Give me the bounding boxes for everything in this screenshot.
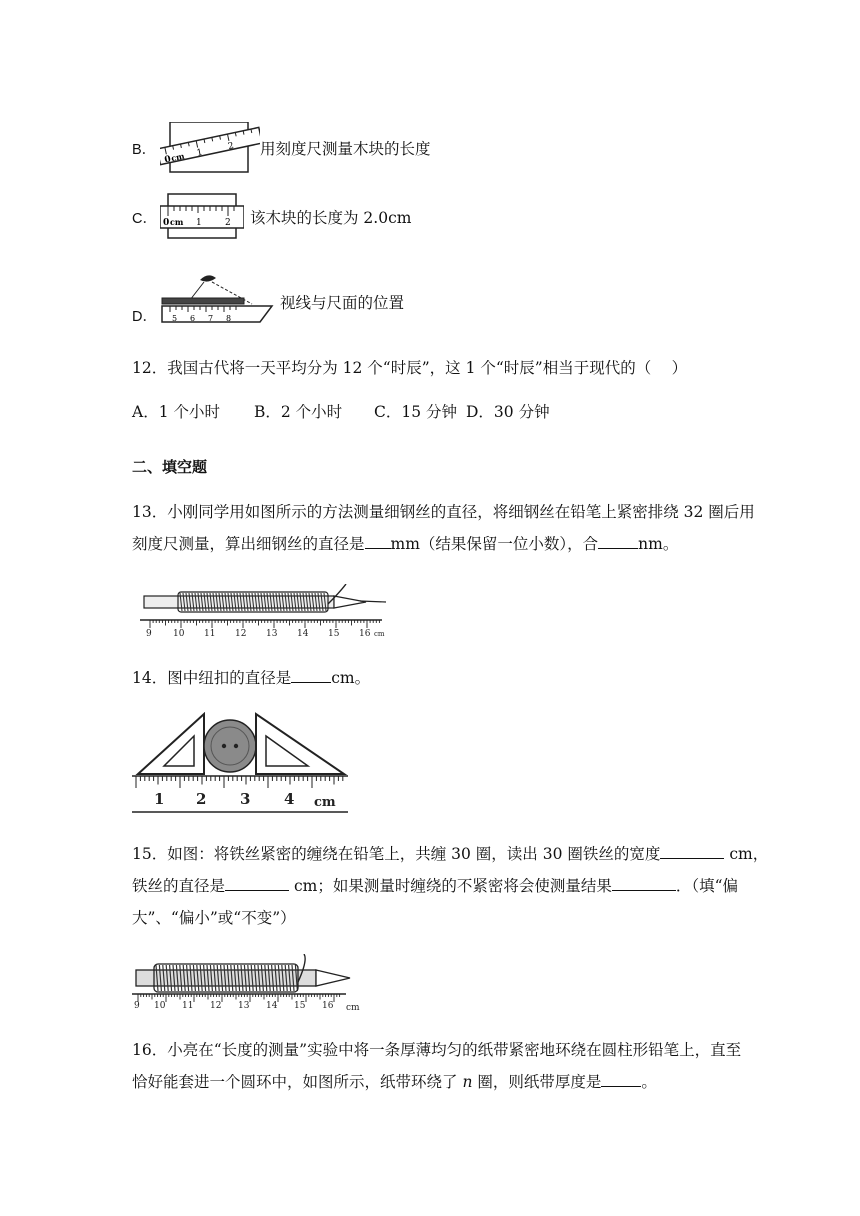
text-fragment: 铁丝的直径是: [132, 877, 226, 895]
question-16: [132, 1034, 822, 1098]
answer-blank[interactable]: [598, 534, 638, 549]
option-text: 该木块的长度为 2.0cm: [250, 209, 412, 227]
option-text: 视线与尺面的位置: [280, 294, 405, 312]
text-fragment: 14．图中纽扣的直径是: [132, 669, 292, 687]
button-diameter-figure: [132, 712, 348, 816]
tick-label: 1: [195, 147, 204, 159]
option-a: A．1 个小时: [132, 403, 220, 421]
tick-label: 4: [284, 790, 295, 808]
question-14: [132, 662, 822, 694]
answer-blank[interactable]: [601, 1072, 641, 1087]
question-15-line3: 大”、“偏小”或“不变”）: [132, 909, 296, 927]
tick-label: 9: [146, 629, 152, 639]
tick-label: 13: [238, 1001, 250, 1011]
tick-label: 14: [297, 629, 309, 639]
tick-label: 1: [154, 790, 165, 808]
question-12-stem: 12．我国古代将一天平均分为 12 个“时辰”，这 1 个“时辰”相当于现代的（ ）: [132, 359, 688, 377]
text-fragment: nm。: [638, 535, 679, 553]
option-d: D．30 分钟: [466, 403, 550, 421]
unit-label: cm: [374, 630, 385, 638]
tick-label: 7: [208, 314, 214, 323]
tick-label: 5: [172, 314, 178, 323]
tick-label: 11: [204, 629, 216, 639]
option-letter: B．: [132, 141, 157, 158]
tick-label: 2: [196, 790, 207, 808]
answer-blank[interactable]: [291, 668, 331, 683]
section-title: 二、填空题: [132, 459, 208, 476]
tick-label: 13: [266, 629, 278, 639]
text-fragment: 恰好能套进一个圆环中，如图所示，纸带环绕了: [132, 1073, 463, 1091]
tick-label: 3: [240, 790, 251, 808]
question-15-line2: [132, 870, 822, 902]
text-fragment: 15．如图：将铁丝紧密的缠绕在铅笔上，共缠 30 圈，读出 30 圈铁丝的宽度: [132, 845, 661, 863]
ruler-block-figure: [160, 192, 244, 242]
question-16-line1: 16．小亮在“长度的测量”实验中将一条厚薄均匀的纸带紧密地环绕在圆柱形铅笔上，直至: [132, 1041, 742, 1059]
tick-label: 11: [182, 1001, 194, 1011]
wire-coil-ruler-figure-15: [132, 954, 364, 1014]
unit-label: cm: [314, 795, 336, 810]
option-letter: D．: [132, 308, 157, 325]
text-fragment: cm，: [724, 845, 769, 863]
tick-label: 15: [294, 1001, 306, 1011]
tick-label: 16: [322, 1001, 334, 1011]
text-fragment: 刻度尺测量，算出细钢丝的直径是: [132, 535, 365, 553]
tick-label: 6: [190, 314, 196, 323]
option-c: [132, 192, 411, 242]
question-15: [132, 838, 822, 934]
tick-label: 2: [227, 141, 235, 153]
tick-label: 14: [266, 1001, 278, 1011]
tick-label: 0: [163, 154, 172, 166]
tick-label: 0: [163, 218, 170, 228]
question-13-line2: [132, 528, 822, 560]
option-b: B．2 个小时: [254, 403, 343, 421]
answer-blank[interactable]: [660, 844, 724, 859]
tick-label: 12: [210, 1001, 222, 1011]
tick-label: 9: [134, 1001, 140, 1011]
text-fragment: 圈，则纸带厚度是: [472, 1073, 602, 1091]
text-fragment: mm（结果保留一位小数），合: [390, 535, 599, 553]
text-fragment: 。: [641, 1073, 657, 1091]
option-d: [132, 270, 404, 330]
question-16-line2: [132, 1066, 822, 1098]
tick-label: 16: [359, 629, 371, 639]
question-12-options: [132, 400, 550, 422]
unit-label: cm: [346, 1003, 360, 1013]
option-c: C．15 分钟: [374, 403, 458, 421]
question-15-line1: [132, 838, 822, 870]
question-13-line1: 13．小刚同学用如图所示的方法测量细钢丝的直径，将细钢丝在铅笔上紧密排绕 32 圈后用: [132, 503, 755, 521]
tick-label: 2: [225, 218, 231, 228]
tick-label: 10: [154, 1001, 166, 1011]
variable-n: n: [462, 1073, 473, 1091]
option-text: 用刻度尺测量木块的长度: [260, 140, 431, 158]
answer-blank[interactable]: [225, 876, 289, 891]
text-fragment: cm；如果测量时缠绕的不紧密将会使测量结果: [289, 877, 612, 895]
answer-blank[interactable]: [365, 534, 391, 549]
tick-label: 12: [235, 629, 247, 639]
text-fragment: cm。: [331, 669, 371, 687]
sight-line-figure: [160, 270, 280, 330]
tick-label: 10: [173, 629, 185, 639]
option-b: [132, 122, 431, 174]
unit-label: cm: [170, 217, 184, 227]
text-fragment: ．（填“偏: [675, 877, 739, 895]
answer-blank[interactable]: [612, 876, 676, 891]
unit-label: cm: [170, 150, 186, 164]
tick-label: 1: [196, 218, 202, 228]
tick-label: 8: [226, 314, 232, 323]
wire-coil-ruler-figure-13: [140, 584, 396, 640]
ruler-tilted-figure: [160, 122, 260, 174]
tick-label: 15: [328, 629, 340, 639]
question-13: [132, 496, 822, 560]
option-letter: C．: [132, 210, 157, 227]
